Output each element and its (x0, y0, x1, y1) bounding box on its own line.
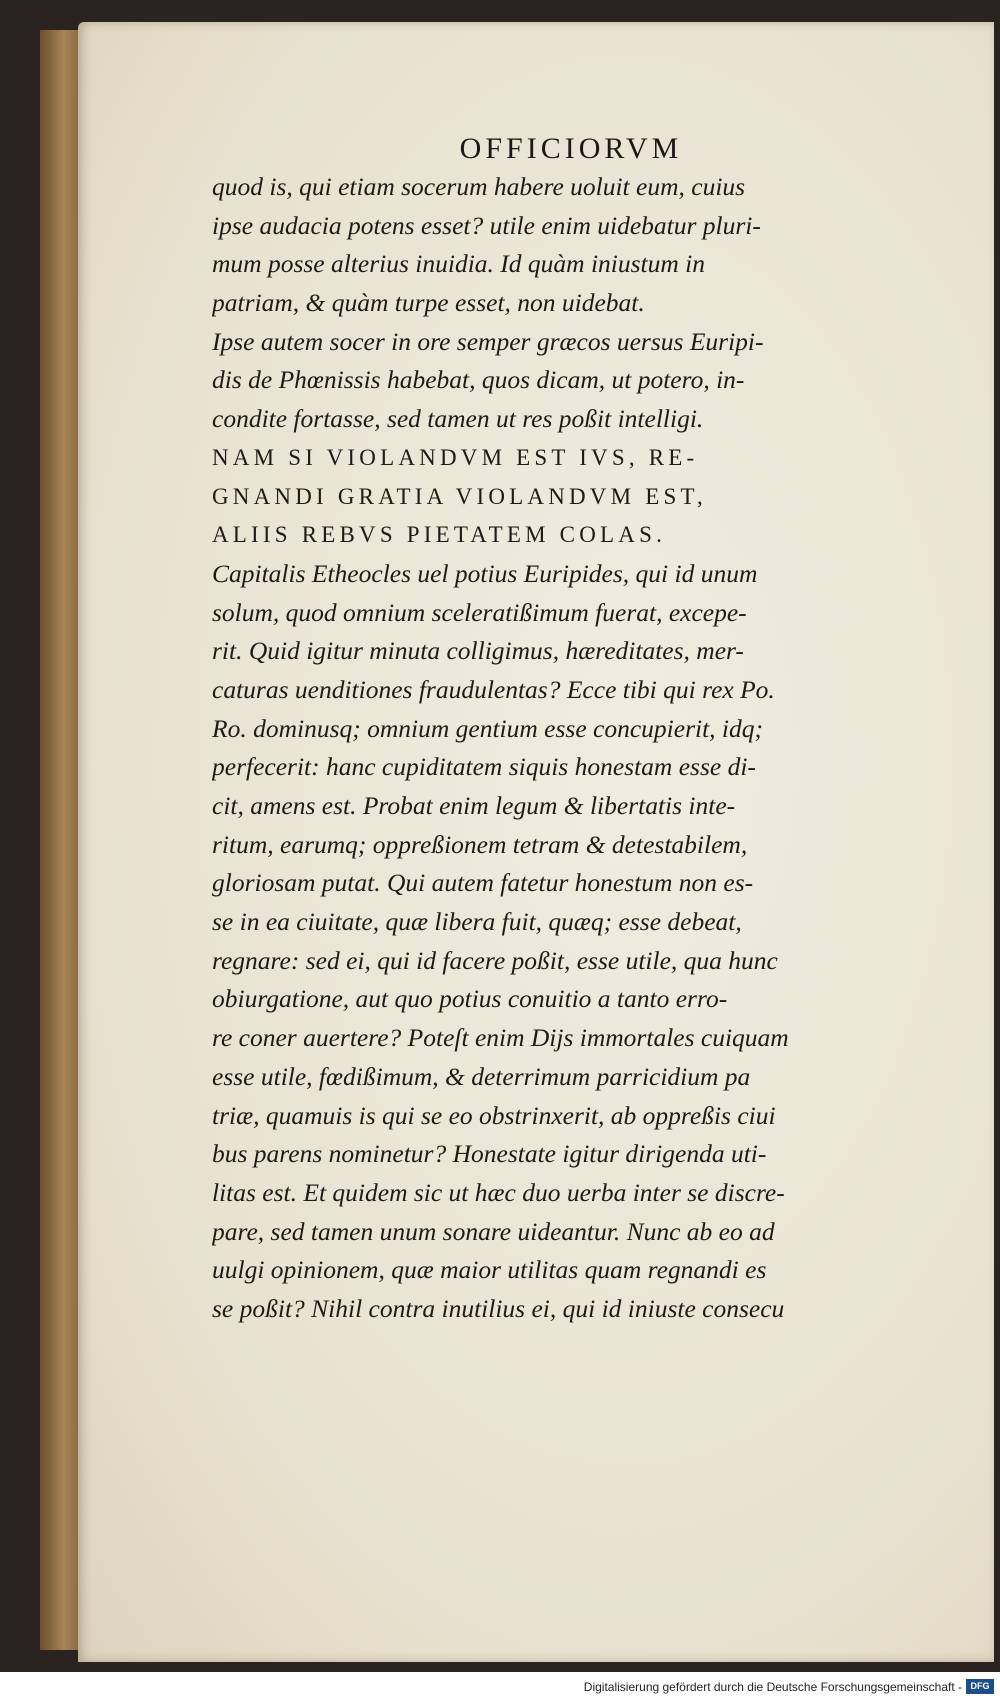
text-line: quod is, qui etiam socerum habere uoluit eum, cuius (212, 172, 746, 201)
text-line: Ro. dominusq; omnium gentium esse concupierit, idq; (212, 713, 764, 743)
text-line: se poßit? Nihil contra inutilius ei, qui id iniuste consecu (212, 1293, 785, 1323)
text-line: solum, quod omnium sceleratißimum fuerat, excepe- (212, 597, 747, 627)
text-line: patriam, & quàm turpe esset, non uidebat. (212, 288, 645, 318)
text-line: condite fortasse, sed tamen ut res poßit intelligi. (212, 404, 704, 434)
text-line: gloriosam putat. Qui autem fatetur honestum non es- (212, 868, 754, 898)
text-line: pare, sed tamen unum sonare uideantur. Nunc ab eo ad (212, 1216, 775, 1246)
text-line: cit, amens est. Probat enim legum & libertatis inte- (212, 791, 736, 820)
text-block (212, 168, 952, 1329)
text-line: GNANDI GRATIA VIOLANDVM EST, (212, 483, 707, 509)
text-line: ALIIS REBVS PIETATEM COLAS. (212, 522, 667, 548)
text-line: esse utile, fœdißimum, & deterrimum parricidium pa (212, 1061, 751, 1091)
text-line: uulgi opinionem, quæ maior utilitas quam regnandi es (212, 1255, 767, 1285)
text-line: ipse audacia potens esset? utile enim uidebatur pluri- (212, 210, 761, 240)
text-line: perfecerit: hanc cupiditatem siquis honestam esse di- (212, 752, 756, 782)
text-line: litas est. Et quidem sic ut hæc duo uerba inter se discre- (212, 1177, 785, 1207)
text-line: bus parens nominetur? Honestate igitur dirigenda uti- (212, 1139, 767, 1169)
text-line: se in ea ciuitate, quæ libera fuit, quæq; esse debeat, (212, 907, 742, 937)
text-line: mum posse alterius inuidia. Id quàm iniustum in (212, 249, 706, 279)
text-line: triæ, quamuis is qui se eo obstrinxerit, ab oppreßis ciui (212, 1100, 776, 1130)
dfg-logo-icon[interactable]: DFG (966, 1679, 994, 1694)
text-line: Ipse autem socer in ore semper græcos uersus Euripi- (212, 326, 764, 356)
running-head: OFFICIORVM (459, 132, 683, 165)
footer-bar (0, 1672, 1000, 1702)
footer-credit: Digitalisierung gefördert durch die Deutsche Forschungsgemeinschaft - (583, 1680, 962, 1694)
text-line: ritum, earumq; oppreßionem tetram & detestabilem, (212, 829, 748, 859)
text-line: rit. Quid igitur minuta colligimus, hæreditates, mer- (212, 636, 744, 666)
text-line: Capitalis Etheocles uel potius Euripides, qui id unum (212, 558, 758, 588)
text-line: dis de Phœnissis habebat, quos dicam, ut potero, in- (212, 365, 745, 395)
text-line: NAM SI VIOLANDVM EST IVS, RE- (212, 444, 699, 470)
text-line: obiurgatione, aut quo potius conuitio a tanto erro- (212, 984, 728, 1014)
text-line: caturas uenditiones fraudulentas? Ecce tibi qui rex Po. (212, 674, 775, 704)
book-spine (40, 30, 80, 1650)
text-line: regnare: sed ei, qui id facere poßit, esse utile, qua hunc (212, 945, 778, 975)
text-line: re coner auertere? Poteſt enim Dijs immortales cuiquam (212, 1023, 789, 1053)
